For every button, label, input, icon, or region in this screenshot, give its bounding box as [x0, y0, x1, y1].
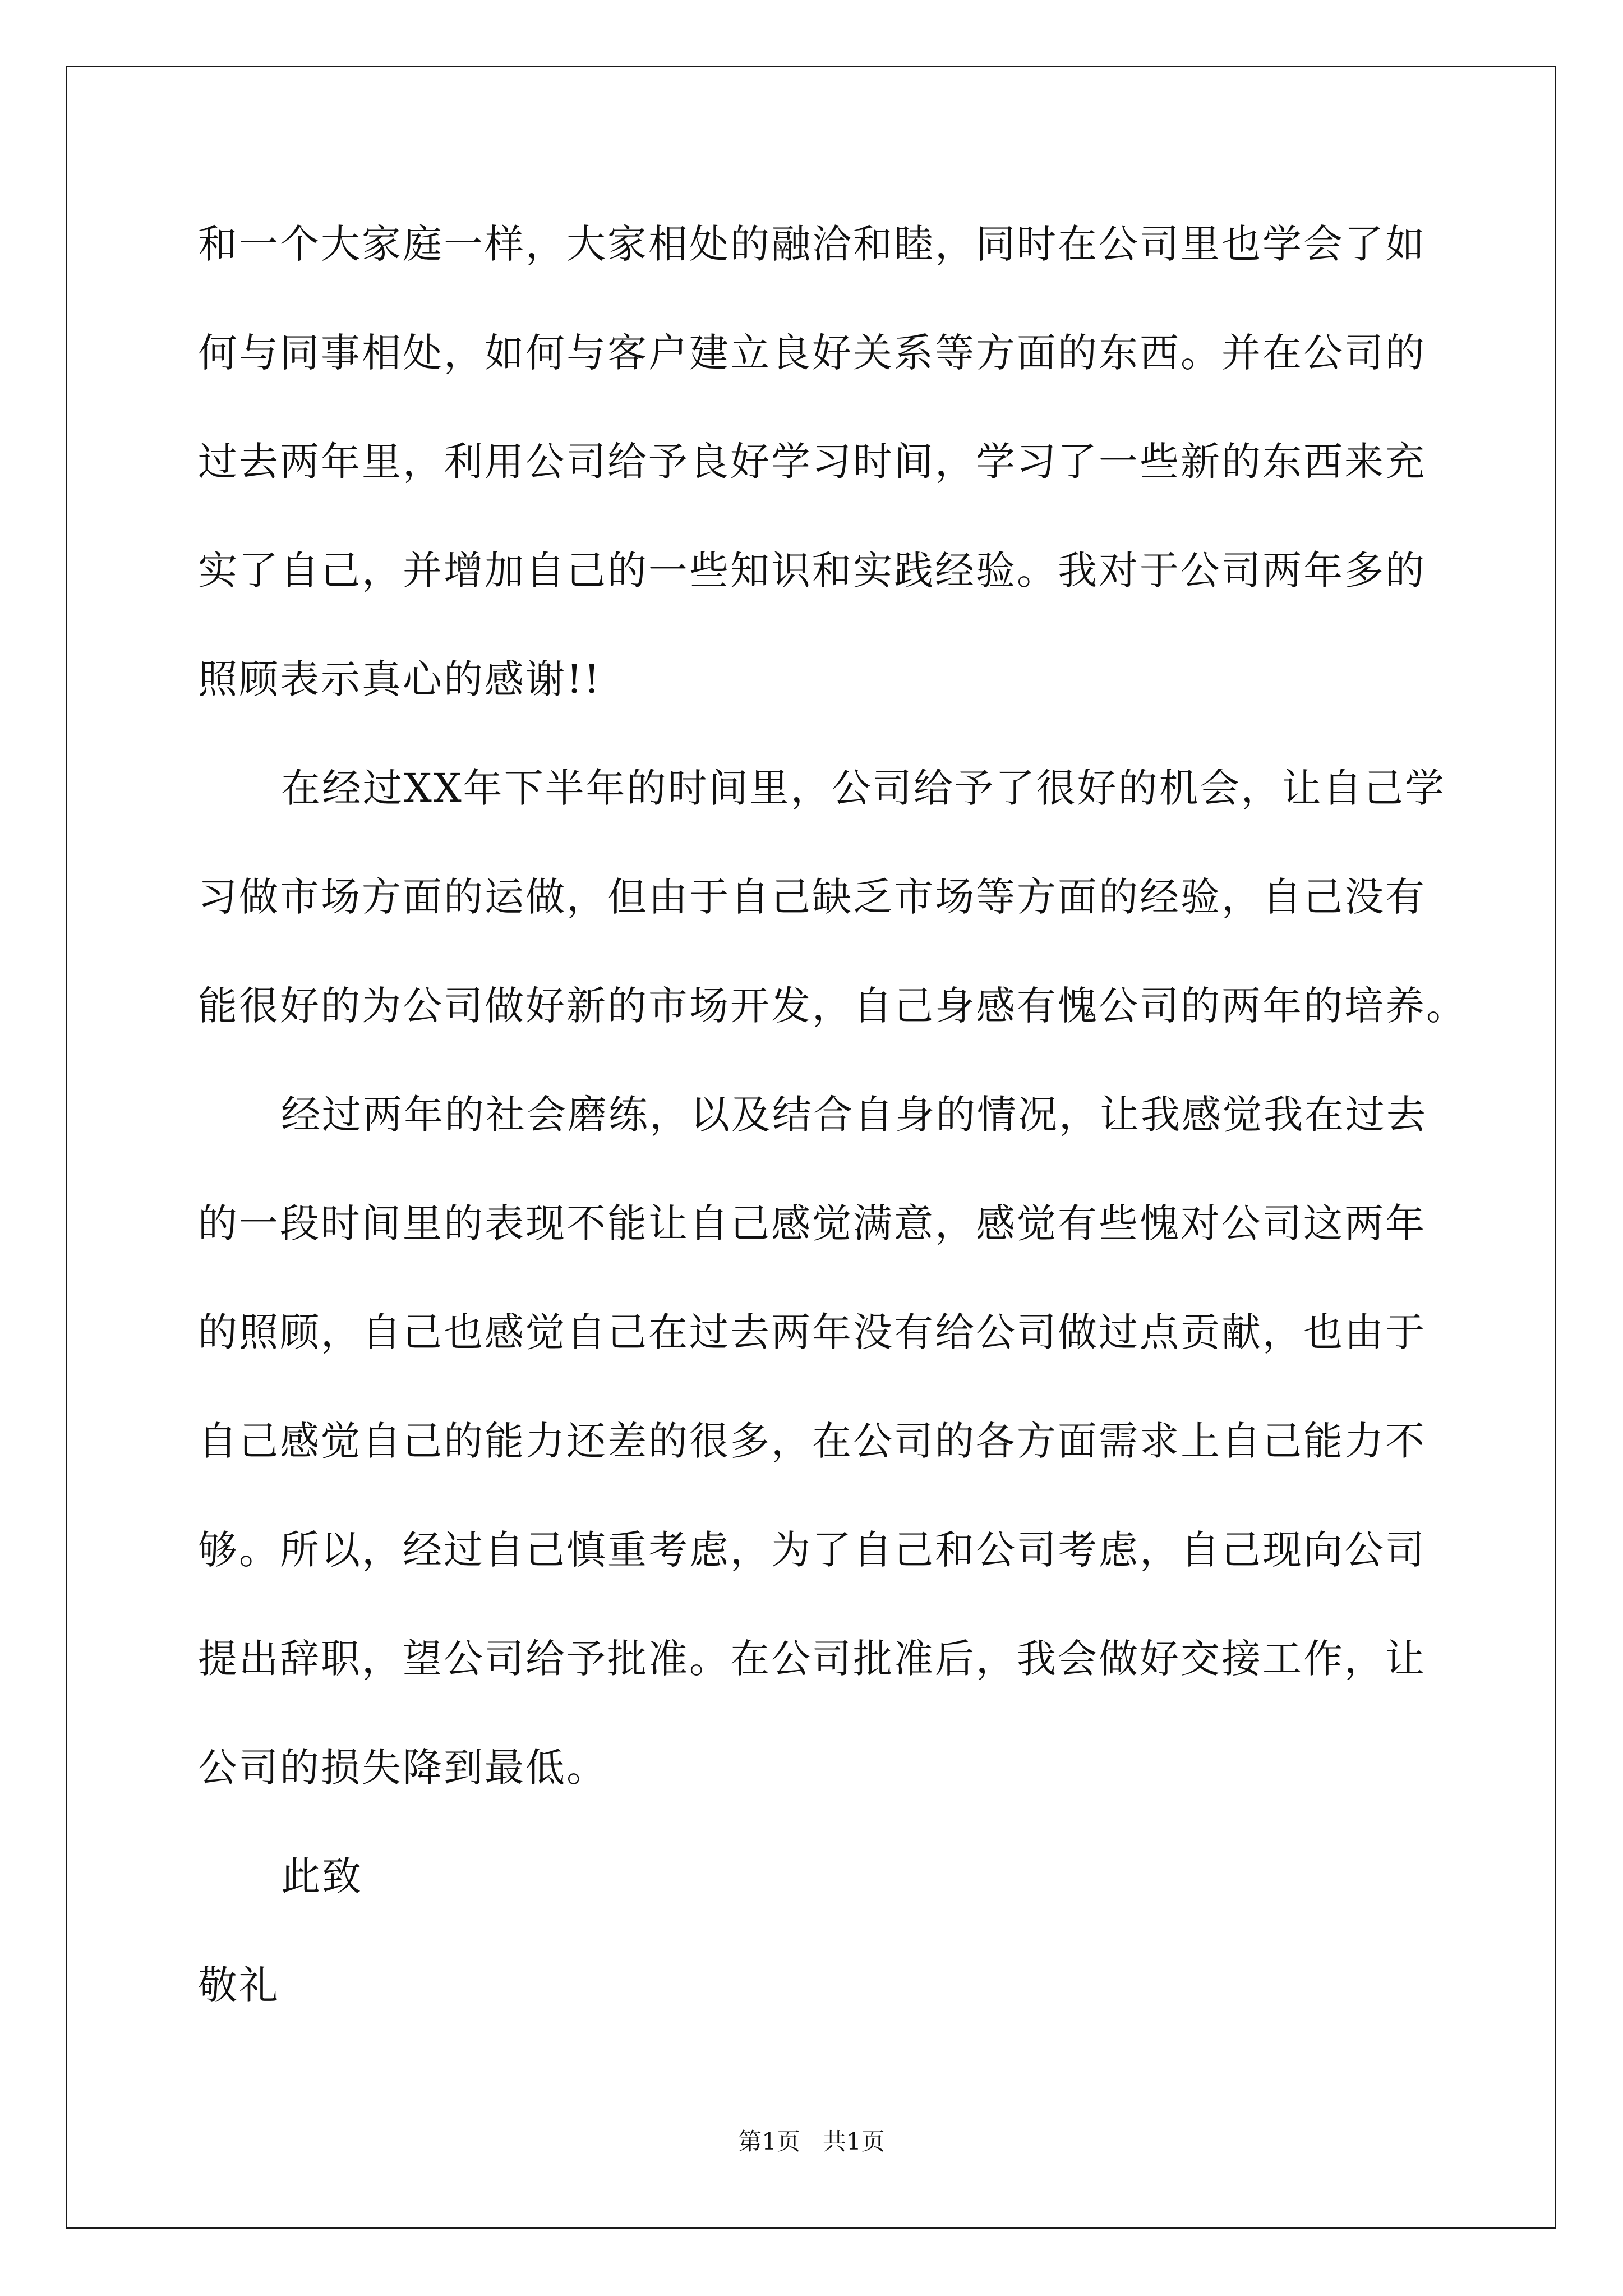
text-line: 过去两年里，利用公司给予良好学习时间，学习了一些新的东西来充	[198, 439, 1426, 485]
text-line: 何与同事相处，如何与客户建立良好关系等方面的东西。并在公司的	[198, 330, 1426, 376]
text-line: 在经过XX年下半年的时间里，公司给予了很好的机会，让自己学	[281, 765, 1446, 811]
text-line: 实了自己，并增加自己的一些知识和实践经验。我对于公司两年多的	[198, 547, 1426, 593]
text-line: 够。所以，经过自己慎重考虑，为了自己和公司考虑，自己现向公司	[198, 1527, 1426, 1573]
page-number: 第1页 共1页	[738, 2128, 885, 2155]
text-line: 的一段时间里的表现不能让自己感觉满意，感觉有些愧对公司这两年	[198, 1200, 1426, 1246]
text-line: 公司的损失降到最低。	[198, 1745, 607, 1791]
text-line: 提出辞职，望公司给予批准。在公司批准后，我会做好交接工作，让	[198, 1636, 1426, 1682]
text-line: 和一个大家庭一样，大家相处的融洽和睦，同时在公司里也学会了如	[198, 221, 1426, 267]
text-line: 照顾表示真心的感谢!!	[198, 656, 602, 702]
closing-regards: 敬礼	[198, 1962, 280, 2008]
text-line: 的照顾，自己也感觉自己在过去两年没有给公司做过点贡献，也由于	[198, 1309, 1426, 1355]
text-line: 经过两年的社会磨练，以及结合自身的情况，让我感觉我在过去	[281, 1092, 1427, 1138]
closing-salutation: 此致	[281, 1853, 363, 1899]
text-line: 自己感觉自己的能力还差的很多，在公司的各方面需求上自己能力不	[198, 1418, 1426, 1464]
text-line: 习做市场方面的运做，但由于自己缺乏市场等方面的经验，自己没有	[198, 874, 1426, 920]
text-line: 能很好的为公司做好新的市场开发，自己身感有愧公司的两年的培养。	[198, 983, 1467, 1029]
document-body	[198, 213, 1467, 2063]
